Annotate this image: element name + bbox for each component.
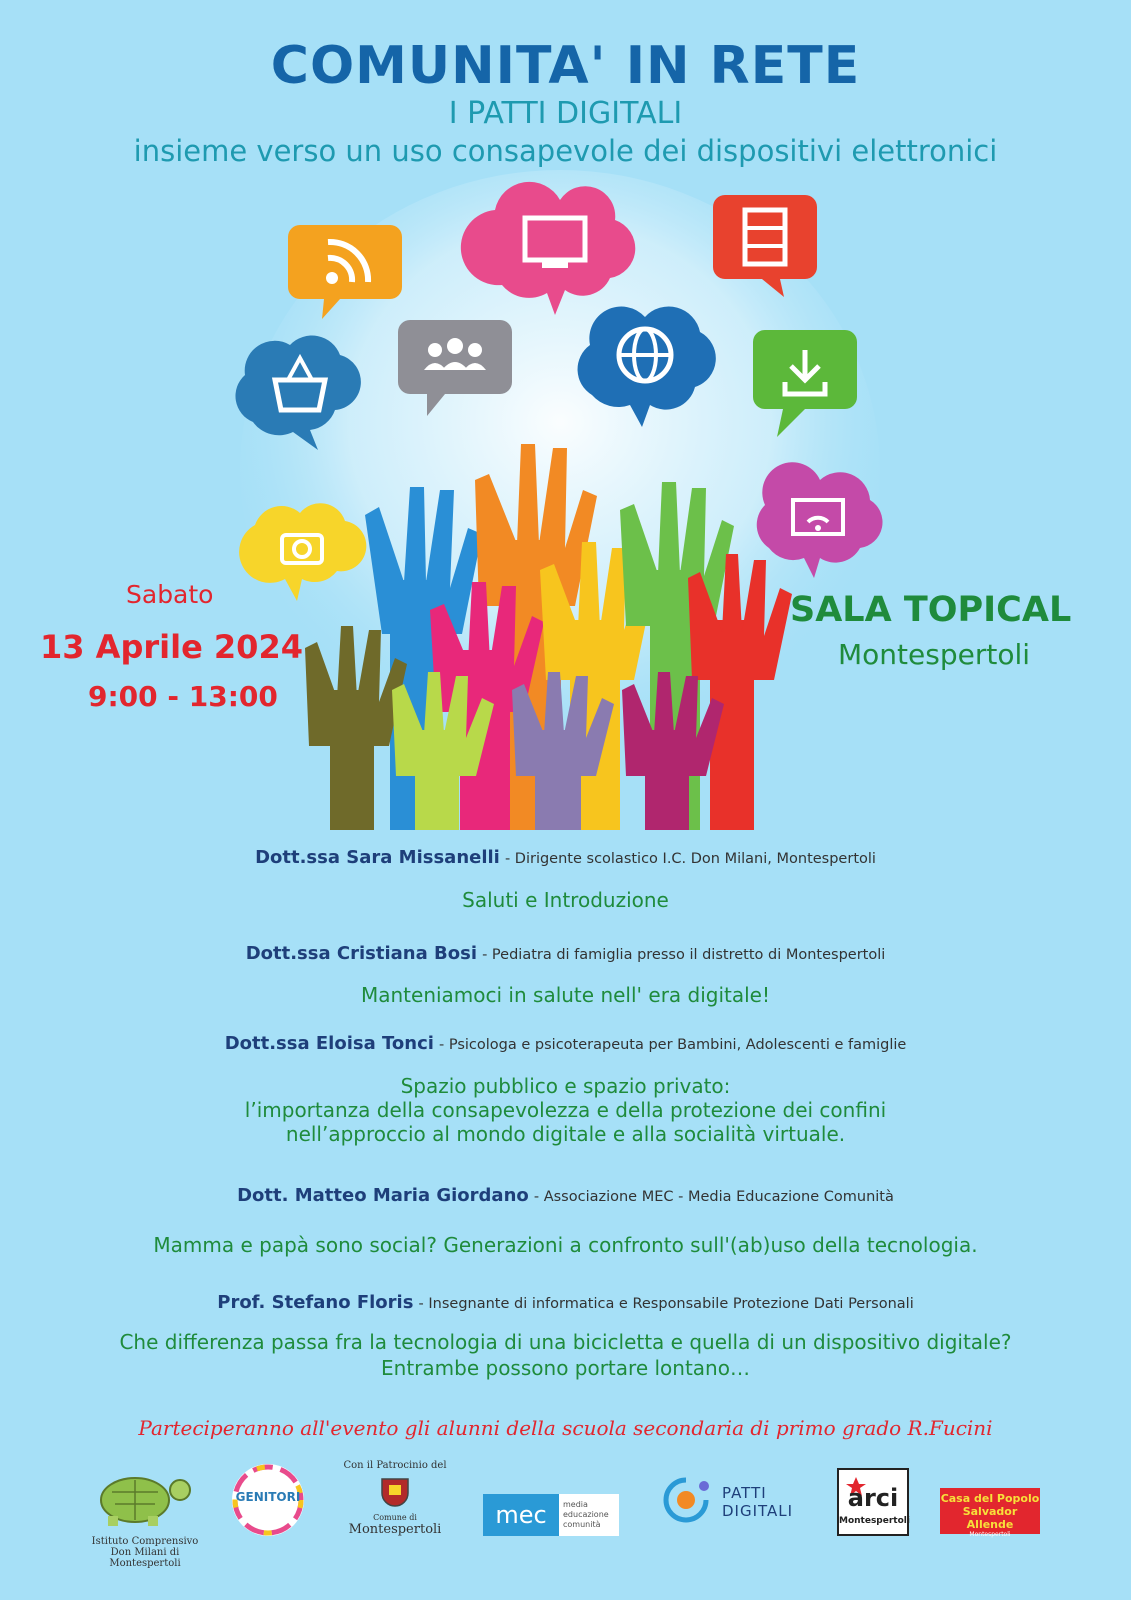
speaker-name: Dott. Matteo Maria Giordano: [237, 1185, 529, 1206]
coat-of-arms-icon: [380, 1475, 410, 1509]
speaker-3: [0, 1033, 1131, 1054]
arci-logo: [837, 1468, 909, 1536]
comune-small: Comune di: [373, 1513, 417, 1522]
school-logo: [80, 1462, 210, 1569]
talk-3-line-2: l’importanza della consapevolezza e della protezione dei confini: [244, 1098, 887, 1122]
casa-del-popolo-logo: [940, 1488, 1040, 1538]
raised-hands-illustration: [220, 170, 900, 830]
speaker-name: Dott.ssa Eloisa Tonci: [224, 1033, 434, 1054]
event-town: Montespertoli: [838, 638, 1031, 671]
speaker-5: [0, 1292, 1131, 1313]
comune-logo: [340, 1460, 450, 1537]
turtle-icon: [80, 1462, 210, 1532]
casa-line-3: Montespertoli: [969, 1531, 1011, 1538]
poster-title: COMUNITA' IN RETE: [270, 36, 861, 96]
school-name: Istituto Comprensivo Don Milani di Montespertoli: [91, 1536, 199, 1569]
mec-mark: mec: [483, 1494, 559, 1536]
talk-2: Manteniamoci in salute nell' era digitale!: [360, 983, 771, 1007]
speaker-name: Dott.ssa Sara Missanelli: [255, 847, 500, 868]
speaker-name: Prof. Stefano Floris: [217, 1292, 414, 1313]
event-time: 9:00 - 13:00: [88, 680, 278, 713]
genitori-label: GENITORI: [235, 1490, 301, 1504]
genitori-logo: [230, 1462, 306, 1538]
speaker-role: - Associazione MEC - Media Educazione Comunità: [533, 1189, 894, 1205]
speaker-role: - Insegnante di informatica e Responsabile Protezione Dati Personali: [418, 1296, 914, 1312]
speaker-role: - Psicologa e psicoterapeuta per Bambini, Adolescenti e famiglie: [439, 1037, 907, 1053]
arci-place: Montespertoli: [839, 1516, 910, 1526]
speaker-role: - Pediatra di famiglia presso il distretto di Montespertoli: [482, 947, 886, 963]
event-venue: SALA TOPICAL: [790, 590, 1072, 630]
comune-name: Montespertoli: [348, 1522, 442, 1537]
event-day: Sabato: [126, 580, 214, 609]
talk-3-line-3: nell’approccio al mondo digitale e alla socialità virtuale.: [285, 1122, 846, 1146]
patrocinio-label: Con il Patrocinio del: [343, 1460, 447, 1471]
mec-logo: [483, 1494, 619, 1536]
talk-3-line-1: Spazio pubblico e spazio privato:: [400, 1074, 731, 1098]
speaker-2: [0, 943, 1131, 964]
patti-digitali-label: PATTI DIGITALI: [722, 1484, 794, 1520]
talk-5-line-2: Entrambe possono portare lontano…: [381, 1356, 750, 1380]
event-date: 13 Aprile 2024: [40, 628, 303, 666]
closing-note: Parteciperanno all'evento gli alunni della scuola secondaria di primo grado R.Fucini: [138, 1416, 993, 1440]
talk-4: Mamma e papà sono social? Generazioni a confronto sull'(ab)uso della tecnologia.: [153, 1233, 978, 1257]
speaker-role: - Dirigente scolastico I.C. Don Milani, Montespertoli: [504, 851, 876, 867]
speaker-1: [0, 847, 1131, 868]
casa-line-1: Casa del Popolo: [940, 1492, 1040, 1505]
patti-digitali-icon: [660, 1474, 712, 1526]
casa-line-2: Salvador Allende: [962, 1505, 1018, 1531]
poster-tagline: insieme verso un uso consapevole dei dispositivi elettronici: [133, 134, 998, 168]
speaker-4: [0, 1185, 1131, 1206]
speaker-name: Dott.ssa Cristiana Bosi: [245, 943, 477, 964]
talk-5-line-1: Che differenza passa fra la tecnologia di una bicicletta e quella di un dispositivo digitale?: [119, 1330, 1012, 1354]
poster-subtitle: I PATTI DIGITALI: [448, 96, 683, 131]
talk-1: Saluti e Introduzione: [462, 888, 669, 912]
mec-text: media educazione comunità: [563, 1500, 609, 1529]
patti-digitali-logo: [660, 1474, 800, 1528]
arci-label: arci: [847, 1484, 899, 1512]
